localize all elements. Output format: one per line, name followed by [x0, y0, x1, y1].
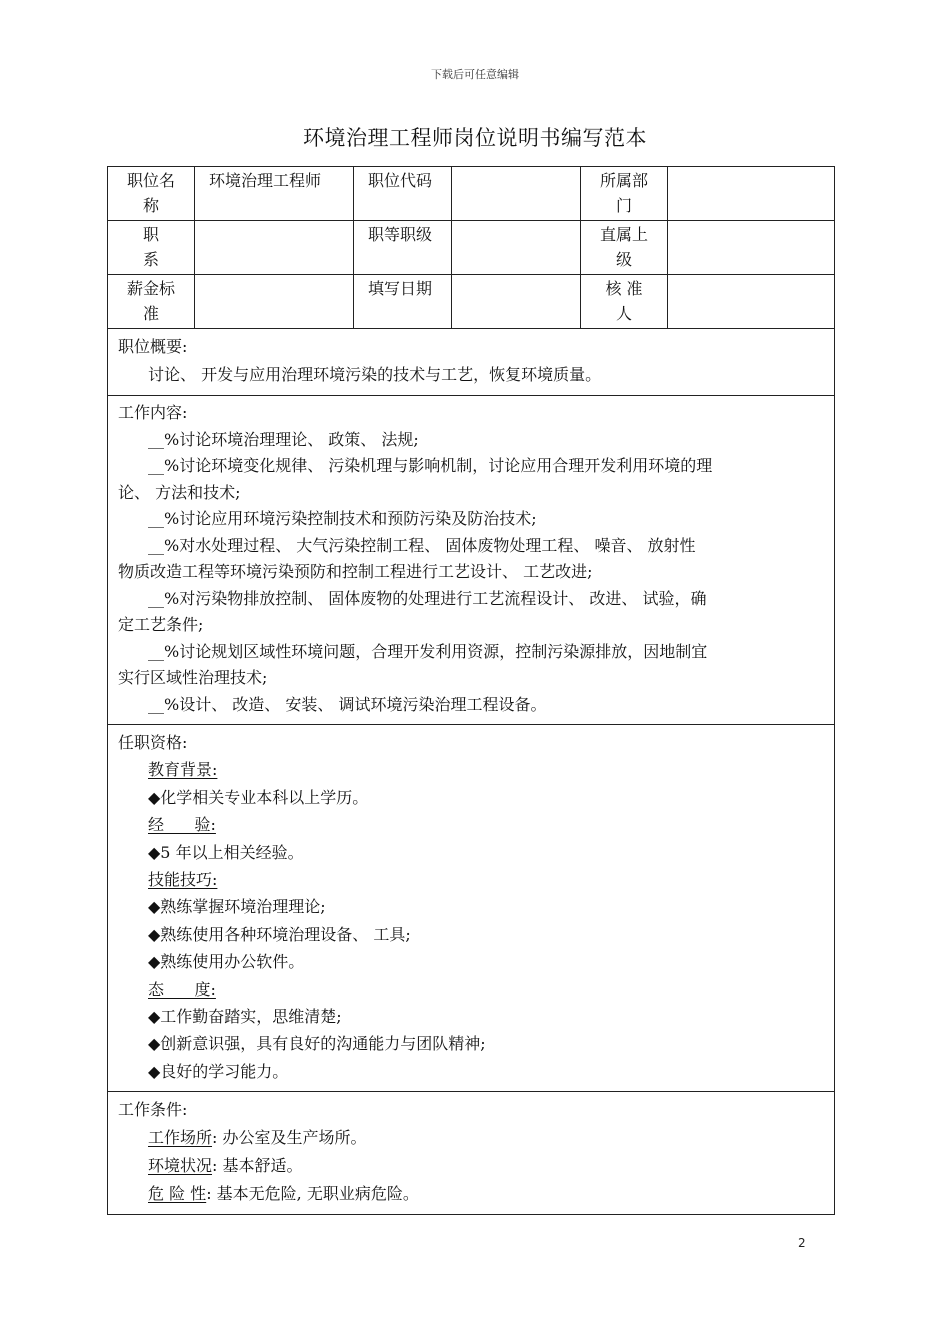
label-job-family: 职 系 — [108, 221, 195, 275]
qualification-section — [108, 725, 835, 1092]
list-item: __%讨论环境变化规律、 污染机理与影响机制，讨论应用合理开发利用环境的理 — [148, 456, 713, 475]
list-item — [118, 1124, 824, 1152]
value-fill-date — [452, 275, 581, 329]
summary-text: 讨论、 开发与应用治理环境污染的技术与工艺，恢复环境质量。 — [148, 365, 602, 384]
table-row — [108, 1092, 835, 1215]
job-description-table — [107, 166, 835, 1215]
label-fill-date: 填写日期 — [354, 275, 452, 329]
list-item: ◆熟练掌握环境治理理论; — [148, 897, 326, 917]
list-item: ◆创新意识强，具有良好的沟通能力与团队精神; — [148, 1034, 486, 1054]
list-item — [118, 1152, 824, 1180]
experience-label: 经 验: — [148, 815, 216, 835]
qualification-heading: 任职资格: — [118, 733, 188, 752]
work-content-section — [108, 396, 835, 725]
value-supervisor — [668, 221, 835, 275]
table-row — [108, 221, 835, 275]
label-position-name: 职位名 称 — [108, 167, 195, 221]
label-position-code: 职位代码 — [354, 167, 452, 221]
table-row — [108, 725, 835, 1092]
summary-heading: 职位概要: — [118, 337, 188, 356]
list-item: ◆5 年以上相关经验。 — [148, 842, 304, 862]
skills-label: 技能技巧: — [148, 870, 218, 890]
risk-label: 危 险 性 — [148, 1184, 207, 1204]
summary-section — [108, 329, 835, 396]
list-item: __%对污染物排放控制、 固体废物的处理进行工艺流程设计、 改进、 试验，确 — [148, 588, 707, 608]
table-row — [108, 167, 835, 221]
label-grade: 职等职级 — [354, 221, 452, 275]
place-label: 工作场所 — [148, 1128, 213, 1148]
list-item: ◆熟练使用办公软件。 — [148, 952, 305, 972]
page-number: 2 — [798, 1236, 806, 1250]
value-department — [668, 167, 835, 221]
list-item: __%讨论应用环境污染控制技术和预防污染及防治技术; — [148, 509, 537, 528]
table-row — [108, 396, 835, 725]
list-item: __%对水处理过程、 大气污染控制工程、 固体废物处理工程、 噪音、 放射性 — [148, 535, 696, 555]
list-item: __%讨论规划区域性环境问题，合理开发利用资源，控制污染源排放，因地制宜 — [148, 641, 708, 661]
table-row — [108, 275, 835, 329]
list-item-continuation: 物质改造工程等环境污染预防和控制工程进行工艺设计、 工艺改进; — [118, 562, 593, 581]
list-item: ◆熟练使用各种环境治理设备、 工具; — [148, 924, 411, 944]
list-item: ◆良好的学习能力。 — [148, 1061, 289, 1081]
label-approver: 核 准 人 — [581, 275, 668, 329]
download-note: 下载后可任意编辑 — [431, 68, 519, 81]
label-department: 所属部 门 — [581, 167, 668, 221]
list-item: ◆化学相关专业本科以上学历。 — [148, 787, 369, 807]
value-salary — [195, 275, 354, 329]
table-row — [108, 329, 835, 396]
list-item — [118, 1180, 824, 1208]
risk-value: : 基本无危险, 无职业病危险。 — [206, 1184, 419, 1204]
list-item-continuation: 论、 方法和技术; — [118, 482, 241, 502]
list-item: ◆工作勤奋踏实，思维清楚; — [148, 1007, 342, 1027]
conditions-section — [108, 1092, 835, 1215]
value-grade — [452, 221, 581, 275]
label-supervisor: 直属上 级 — [581, 221, 668, 275]
document-title: 环境治理工程师岗位说明书编写范本 — [303, 126, 647, 150]
education-label: 教育背景: — [148, 760, 218, 780]
place-value: : 办公室及生产场所。 — [212, 1128, 367, 1148]
list-item: __%设计、 改造、 安装、 调试环境污染治理工程设备。 — [148, 694, 547, 714]
list-item-continuation: 实行区域性治理技术; — [118, 668, 268, 687]
environment-value: : 基本舒适。 — [212, 1156, 303, 1176]
value-position-name: 环境治理工程师 — [195, 167, 354, 221]
work-heading: 工作内容: — [118, 403, 188, 422]
list-item: __%讨论环境治理理论、 政策、 法规; — [148, 429, 419, 449]
environment-label: 环境状况 — [148, 1156, 213, 1176]
label-salary: 薪金标 准 — [108, 275, 195, 329]
conditions-heading: 工作条件: — [118, 1100, 188, 1120]
value-position-code — [452, 167, 581, 221]
list-item-continuation: 定工艺条件; — [118, 615, 204, 634]
value-job-family — [195, 221, 354, 275]
attitude-label: 态 度: — [148, 979, 216, 999]
value-approver — [668, 275, 835, 329]
